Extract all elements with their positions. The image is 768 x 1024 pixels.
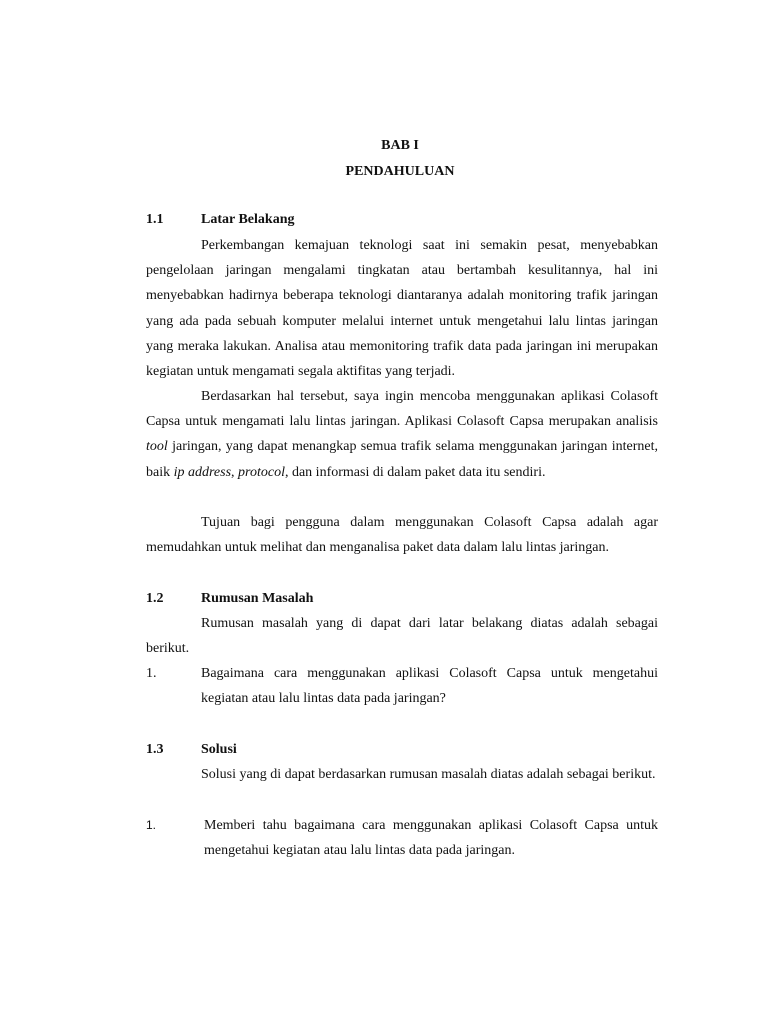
section-number: 1.2 bbox=[146, 591, 164, 606]
list-item bbox=[146, 813, 658, 863]
section-title: Latar Belakang bbox=[201, 212, 295, 227]
section-number: 1.3 bbox=[146, 742, 164, 757]
list-item bbox=[146, 661, 658, 711]
chapter-title: PENDAHULUAN bbox=[345, 164, 455, 179]
rumusan-masalah-intro: Rumusan masalah yang di dapat dari latar belakang diatas adalah sebagai berikut. bbox=[146, 616, 658, 657]
term-ip-address: ip address bbox=[173, 464, 232, 480]
section-heading-1-1 bbox=[146, 210, 294, 230]
paragraph-text: jaringan, yang dapat menangkap semua trafik selama menggunakan jaringan internet, baik bbox=[146, 439, 658, 480]
section-number: 1.1 bbox=[146, 212, 164, 227]
paragraph-text: , dan informasi di dalam paket data itu sendiri. bbox=[284, 464, 546, 480]
latar-belakang-paragraph-3: Tujuan bagi pengguna dalam menggunakan Colasoft Capsa adalah agar memudahkan untuk melihat dan menganalisa paket data dalam lalu lintas jaringan. bbox=[146, 515, 658, 556]
list-item-text: Bagaimana cara menggunakan aplikasi Colasoft Capsa untuk mengetahui kegiatan atau lalu lintas data pada jaringan? bbox=[201, 666, 658, 707]
paragraph-text: , bbox=[231, 464, 239, 480]
list-item-text: Memberi tahu bagaimana cara menggunakan aplikasi Colasoft Capsa untuk mengetahui kegiatan atau lalu lintas data pada jaringan. bbox=[204, 818, 658, 859]
chapter-label: BAB I bbox=[381, 138, 419, 153]
list-item-number: 1. bbox=[146, 666, 157, 681]
section-title: Solusi bbox=[201, 742, 237, 757]
paragraph-text: Berdasarkan hal tersebut, saya ingin mencoba menggunakan aplikasi Colasoft Capsa untuk mengamati lalu lintas jaringan. Aplikasi Colasoft Capsa merupakan analisis bbox=[146, 389, 658, 430]
latar-belakang-paragraph-1: Perkembangan kemajuan teknologi saat ini semakin pesat, menyebabkan pengelolaan jaringan mengalami tingkatan atau bertambah kesulitannya, hal ini menyebabkan hadirnya beberapa teknologi diantaranya adalah monitoring trafik jaringan yang ada pada sebuah komputer melalui internet untuk mengetahui lalu lintas jaringan yang meraka lakukan. Analisa atau memonitoring trafik data pada jaringan ini merupakan kegiatan untuk mengamati segala aktifitas yang terjadi. bbox=[146, 238, 658, 380]
solusi-intro: Solusi yang di dapat berdasarkan rumusan masalah diatas adalah sebagai berikut. bbox=[201, 767, 656, 782]
list-item-number: 1. bbox=[146, 818, 157, 832]
section-title: Rumusan Masalah bbox=[201, 591, 314, 606]
term-tool: tool bbox=[146, 439, 168, 455]
term-protocol: protocol bbox=[238, 464, 285, 480]
section-heading-1-3 bbox=[146, 740, 237, 760]
latar-belakang-paragraph-2 bbox=[146, 384, 658, 485]
section-heading-1-2 bbox=[146, 589, 313, 609]
